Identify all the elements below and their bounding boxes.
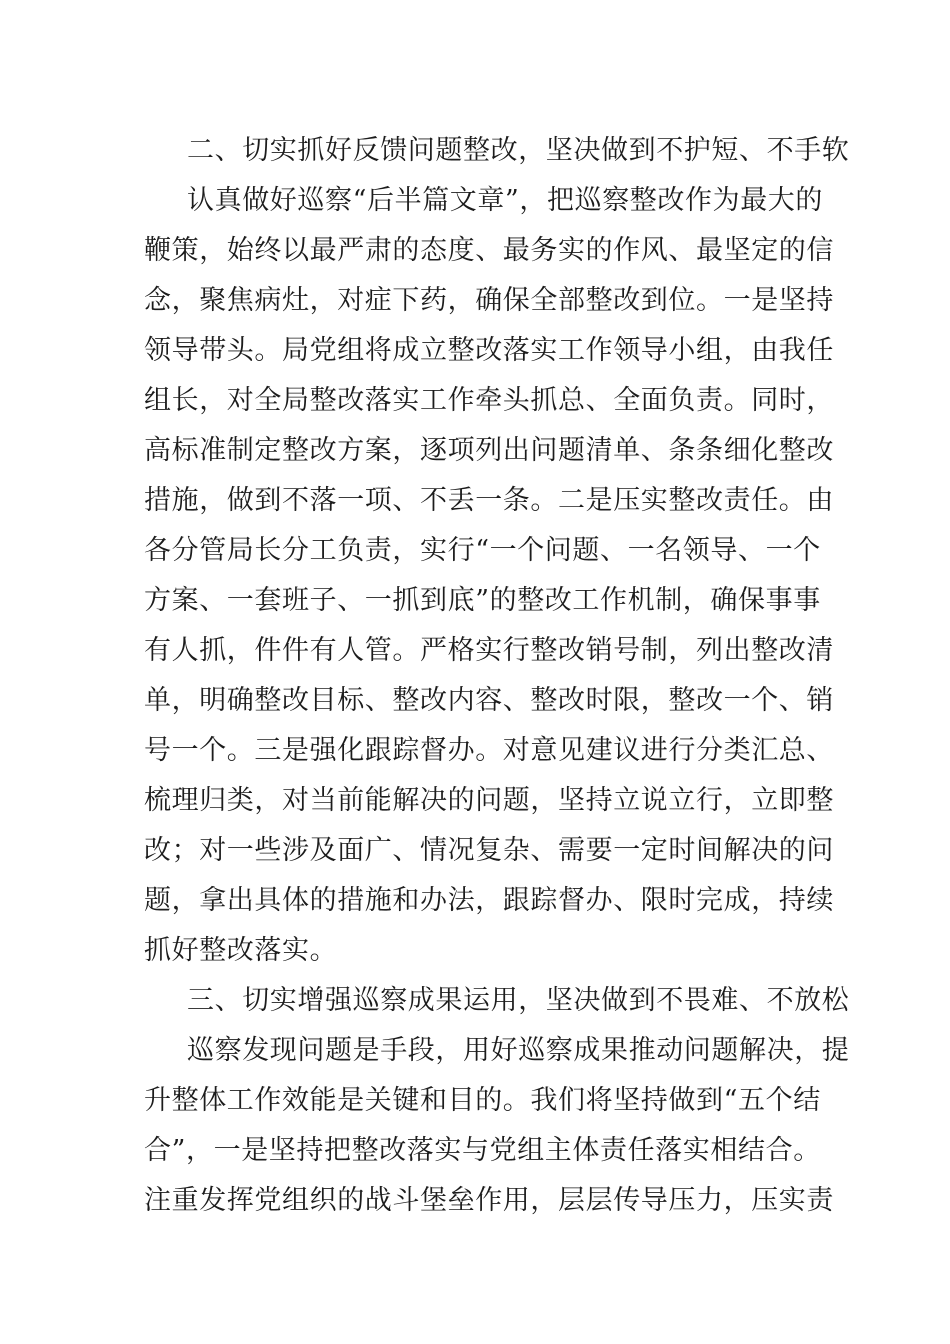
paragraph-line: 组长，对全局整改落实工作牵头抓总、全面负责。同时， bbox=[144, 385, 834, 416]
paragraph-line: 措施，做到不落一项、不丢一条。二是压实整改责任。由 bbox=[144, 485, 834, 516]
paragraph-line: 鞭策，始终以最严肃的态度、最务实的作风、最坚定的信 bbox=[144, 235, 834, 266]
paragraph-line: 各分管局长分工负责，实行“一个问题、一名领导、一个 bbox=[144, 535, 821, 566]
paragraph-line: 单，明确整改目标、整改内容、整改时限，整改一个、销 bbox=[144, 685, 834, 716]
section-heading: 二、切实抓好反馈问题整改，坚决做到不护短、不手软 bbox=[187, 135, 850, 166]
paragraph-line: 号一个。三是强化跟踪督办。对意见建议进行分类汇总、 bbox=[144, 735, 834, 766]
paragraph-line: 升整体工作效能是关键和目的。我们将坚持做到“五个结 bbox=[144, 1085, 821, 1116]
paragraph-line: 题，拿出具体的措施和办法，跟踪督办、限时完成，持续 bbox=[144, 885, 834, 916]
paragraph-line: 高标准制定整改方案，逐项列出问题清单、条条细化整改 bbox=[144, 435, 834, 466]
paragraph-line: 合”，一是坚持把整改落实与党组主体责任落实相结合。 bbox=[144, 1135, 821, 1166]
paragraph-line: 有人抓，件件有人管。严格实行整改销号制，列出整改清 bbox=[144, 635, 834, 666]
paragraph-line: 注重发挥党组织的战斗堡垒作用，层层传导压力，压实责 bbox=[144, 1185, 834, 1216]
paragraph-line: 巡察发现问题是手段，用好巡察成果推动问题解决，提 bbox=[187, 1035, 850, 1066]
paragraph-line: 领导带头。局党组将成立整改落实工作领导小组，由我任 bbox=[144, 335, 834, 366]
paragraph-line: 认真做好巡察“后半篇文章”，把巡察整改作为最大的 bbox=[187, 185, 824, 216]
paragraph-line: 念，聚焦病灶，对症下药，确保全部整改到位。一是坚持 bbox=[144, 285, 834, 316]
paragraph-line: 抓好整改落实。 bbox=[144, 935, 338, 966]
paragraph-line: 方案、一套班子、一抓到底”的整改工作机制，确保事事 bbox=[144, 585, 821, 616]
section-heading: 三、切实增强巡察成果运用，坚决做到不畏难、不放松 bbox=[187, 985, 850, 1016]
paragraph-line: 改；对一些涉及面广、情况复杂、需要一定时间解决的问 bbox=[144, 835, 834, 866]
paragraph-line: 梳理归类，对当前能解决的问题，坚持立说立行，立即整 bbox=[144, 785, 834, 816]
